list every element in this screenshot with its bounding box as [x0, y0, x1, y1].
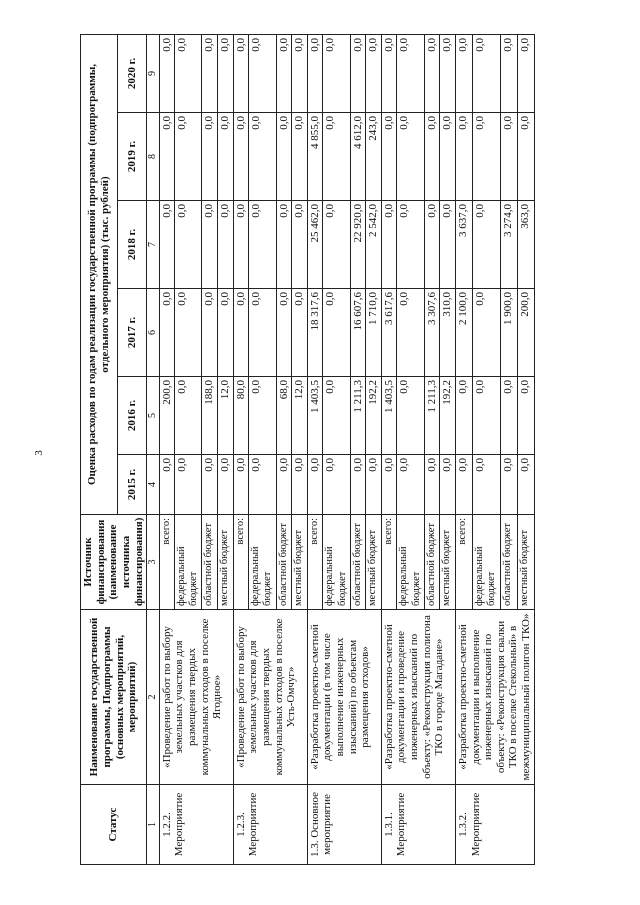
amount-cell: 0,0	[397, 377, 424, 455]
funding-source-cell: местный бюджет	[440, 515, 456, 610]
amount-cell: 0,0	[218, 113, 234, 201]
table-body	[159, 35, 534, 865]
amount-cell: 0,0	[233, 289, 249, 377]
amount-cell: 0,0	[472, 455, 501, 515]
amount-cell: 0,0	[472, 289, 501, 377]
page-number: 3	[32, 450, 45, 456]
amount-cell: 0,0	[323, 377, 350, 455]
header-status: Статус	[81, 785, 147, 865]
amount-cell: 0,0	[472, 35, 501, 113]
amount-cell: 25 462,0	[307, 201, 323, 289]
column-number: 1	[147, 785, 160, 865]
amount-cell: 0,0	[249, 377, 276, 455]
amount-cell: 0,0	[292, 35, 308, 113]
amount-cell: 0,0	[381, 35, 397, 113]
status-cell: 1.3. Основное мероприятие	[307, 785, 381, 865]
table-row	[381, 35, 397, 865]
amount-cell: 0,0	[350, 35, 366, 113]
amount-cell: 0,0	[397, 455, 424, 515]
amount-cell: 0,0	[381, 455, 397, 515]
amount-cell: 0,0	[397, 113, 424, 201]
column-number: 4	[147, 455, 160, 515]
amount-cell: 0,0	[397, 35, 424, 113]
funding-source-cell: местный бюджет	[292, 515, 308, 610]
amount-cell: 0,0	[455, 113, 472, 201]
table-row	[307, 35, 323, 865]
funding-source-cell: местный бюджет	[218, 515, 234, 610]
amount-cell: 0,0	[276, 35, 292, 113]
amount-cell: 4 612,0	[350, 113, 366, 201]
status-cell: 1.3.2. Мероприятие	[455, 785, 534, 865]
header-year: 2015 г.	[118, 455, 147, 515]
amount-cell: 0,0	[501, 455, 518, 515]
header-year: 2018 г.	[118, 201, 147, 289]
amount-cell: 0,0	[175, 455, 202, 515]
amount-cell: 3 307,6	[424, 289, 440, 377]
funding-source-cell: областной бюджет	[202, 515, 218, 610]
status-cell: 1.2.2. Мероприятие	[159, 785, 233, 865]
amount-cell: 80,0	[233, 377, 249, 455]
funding-source-cell: всего:	[381, 515, 397, 610]
amount-cell: 0,0	[381, 201, 397, 289]
status-cell: 1.3.1. Мероприятие	[381, 785, 455, 865]
header-year: 2016 г.	[118, 377, 147, 455]
amount-cell: 1 710,0	[366, 289, 382, 377]
funding-source-cell: всего:	[307, 515, 323, 610]
amount-cell: 0,0	[518, 35, 535, 113]
amount-cell: 3 617,6	[381, 289, 397, 377]
amount-cell: 0,0	[159, 113, 175, 201]
amount-cell: 310,0	[440, 289, 456, 377]
table-row	[233, 35, 249, 865]
amount-cell: 0,0	[424, 35, 440, 113]
amount-cell: 0,0	[292, 201, 308, 289]
amount-cell: 0,0	[249, 455, 276, 515]
amount-cell: 0,0	[249, 201, 276, 289]
amount-cell: 0,0	[276, 201, 292, 289]
table-row	[159, 35, 175, 865]
funding-source-cell: местный бюджет	[366, 515, 382, 610]
amount-cell: 12,0	[218, 377, 234, 455]
amount-cell: 0,0	[455, 455, 472, 515]
amount-cell: 0,0	[233, 455, 249, 515]
amount-cell: 2 100,0	[455, 289, 472, 377]
funding-source-cell: областной бюджет	[501, 515, 518, 610]
amount-cell: 0,0	[202, 35, 218, 113]
amount-cell: 2 542,0	[366, 201, 382, 289]
funding-source-cell: областной бюджет	[350, 515, 366, 610]
amount-cell: 0,0	[292, 113, 308, 201]
amount-cell: 0,0	[424, 113, 440, 201]
program-name-cell: «Проведение работ по выбору земельных участков для размещения твердых коммунальных отходов в поселке Ягодное»	[159, 610, 233, 785]
amount-cell: 18 317,6	[307, 289, 323, 377]
amount-cell: 200,0	[159, 377, 175, 455]
amount-cell: 0,0	[323, 201, 350, 289]
amount-cell: 16 607,6	[350, 289, 366, 377]
amount-cell: 22 920,0	[350, 201, 366, 289]
amount-cell: 0,0	[381, 113, 397, 201]
amount-cell: 0,0	[350, 455, 366, 515]
amount-cell: 0,0	[292, 289, 308, 377]
program-name-cell: «Разработка проектно-сметной документации и выполнение инженерных изысканий по объекту: «Реконструкция свалки ТКО в поселке Стекольный» в межмуниципальный полигон ТКО»	[455, 610, 534, 785]
column-number: 6	[147, 289, 160, 377]
amount-cell: 0,0	[218, 35, 234, 113]
amount-cell: 12,0	[292, 377, 308, 455]
amount-cell: 0,0	[455, 35, 472, 113]
program-name-cell: «Разработка проектно-сметной документации (в том числе выполнение инженерных изысканий) по объектам размещения отходов»	[307, 610, 381, 785]
amount-cell: 0,0	[202, 289, 218, 377]
amount-cell: 3 637,0	[455, 201, 472, 289]
budget-table	[80, 34, 535, 865]
amount-cell: 243,0	[366, 113, 382, 201]
amount-cell: 0,0	[175, 289, 202, 377]
amount-cell: 0,0	[472, 377, 501, 455]
amount-cell: 0,0	[424, 201, 440, 289]
column-number: 5	[147, 377, 160, 455]
funding-source-cell: федеральный бюджет	[175, 515, 202, 610]
amount-cell: 0,0	[455, 377, 472, 455]
amount-cell: 0,0	[323, 113, 350, 201]
amount-cell: 0,0	[397, 201, 424, 289]
amount-cell: 4 855,0	[307, 113, 323, 201]
amount-cell: 0,0	[424, 455, 440, 515]
amount-cell: 0,0	[323, 289, 350, 377]
column-number: 2	[147, 610, 160, 785]
amount-cell: 0,0	[175, 377, 202, 455]
amount-cell: 0,0	[218, 455, 234, 515]
amount-cell: 192,2	[366, 377, 382, 455]
amount-cell: 188,0	[202, 377, 218, 455]
program-name-cell: «Проведение работ по выбору земельных участков для размещения твердых коммунальных отходов в поселке Усть-Омчуг»	[233, 610, 307, 785]
amount-cell: 0,0	[366, 35, 382, 113]
funding-source-cell: областной бюджет	[424, 515, 440, 610]
amount-cell: 0,0	[218, 289, 234, 377]
table-row	[455, 35, 472, 865]
amount-cell: 0,0	[159, 35, 175, 113]
amount-cell: 0,0	[233, 113, 249, 201]
amount-cell: 0,0	[233, 201, 249, 289]
amount-cell: 0,0	[440, 455, 456, 515]
amount-cell: 0,0	[501, 377, 518, 455]
amount-cell: 0,0	[276, 289, 292, 377]
amount-cell: 0,0	[202, 455, 218, 515]
amount-cell: 1 900,0	[501, 289, 518, 377]
amount-cell: 0,0	[518, 113, 535, 201]
amount-cell: 0,0	[323, 455, 350, 515]
amount-cell: 0,0	[159, 289, 175, 377]
header-source: Источник финансирования (наименование источника финансирования)	[81, 515, 147, 610]
amount-cell: 0,0	[307, 455, 323, 515]
amount-cell: 0,0	[440, 113, 456, 201]
amount-cell: 1 403,5	[381, 377, 397, 455]
amount-cell: 68,0	[276, 377, 292, 455]
amount-cell: 0,0	[518, 377, 535, 455]
amount-cell: 363,0	[518, 201, 535, 289]
amount-cell: 0,0	[175, 35, 202, 113]
rotated-table-region	[80, 35, 640, 865]
amount-cell: 0,0	[159, 201, 175, 289]
amount-cell: 0,0	[276, 113, 292, 201]
column-number: 7	[147, 201, 160, 289]
amount-cell: 200,0	[518, 289, 535, 377]
amount-cell: 0,0	[202, 201, 218, 289]
funding-source-cell: всего:	[455, 515, 472, 610]
amount-cell: 0,0	[175, 201, 202, 289]
amount-cell: 1 211,3	[350, 377, 366, 455]
amount-cell: 0,0	[518, 455, 535, 515]
column-number: 8	[147, 113, 160, 201]
amount-cell: 0,0	[501, 113, 518, 201]
funding-source-cell: местный бюджет	[518, 515, 535, 610]
amount-cell: 0,0	[501, 35, 518, 113]
amount-cell: 0,0	[249, 113, 276, 201]
amount-cell: 1 403,5	[307, 377, 323, 455]
amount-cell: 0,0	[323, 35, 350, 113]
header-year: 2017 г.	[118, 289, 147, 377]
amount-cell: 0,0	[202, 113, 218, 201]
funding-source-cell: федеральный бюджет	[249, 515, 276, 610]
amount-cell: 0,0	[440, 35, 456, 113]
program-name-cell: «Разработка проектно-сметной документации и проведение инженерных изысканий по объекту: «Реконструкция полигона ТКО в городе Магадане»	[381, 610, 455, 785]
header-name: Наименование государственной программы, Подпрограммы (основных мероприятий, мероприятий)	[81, 610, 147, 785]
amount-cell: 0,0	[218, 201, 234, 289]
funding-source-cell: федеральный бюджет	[323, 515, 350, 610]
amount-cell: 192,2	[440, 377, 456, 455]
amount-cell: 0,0	[307, 35, 323, 113]
amount-cell: 0,0	[292, 455, 308, 515]
funding-source-cell: всего:	[233, 515, 249, 610]
funding-source-cell: федеральный бюджет	[397, 515, 424, 610]
header-year: 2020 г.	[118, 35, 147, 113]
funding-source-cell: всего:	[159, 515, 175, 610]
amount-cell: 0,0	[440, 201, 456, 289]
funding-source-cell: областной бюджет	[276, 515, 292, 610]
amount-cell: 1 211,3	[424, 377, 440, 455]
amount-cell: 0,0	[276, 455, 292, 515]
amount-cell: 0,0	[366, 455, 382, 515]
funding-source-cell: федеральный бюджет	[472, 515, 501, 610]
header-year: 2019 г.	[118, 113, 147, 201]
amount-cell: 0,0	[175, 113, 202, 201]
amount-cell: 3 274,0	[501, 201, 518, 289]
table-header	[81, 35, 160, 865]
amount-cell: 0,0	[159, 455, 175, 515]
amount-cell: 0,0	[472, 201, 501, 289]
amount-cell: 0,0	[249, 35, 276, 113]
amount-cell: 0,0	[472, 113, 501, 201]
status-cell: 1.2.3. Мероприятие	[233, 785, 307, 865]
column-number: 9	[147, 35, 160, 113]
amount-cell: 0,0	[233, 35, 249, 113]
amount-cell: 0,0	[397, 289, 424, 377]
header-estimate: Оценка расходов по годам реализации государственной программы (подпрограммы, отдельного мероприятия) (тыс. рублей)	[81, 35, 118, 515]
amount-cell: 0,0	[249, 289, 276, 377]
column-number: 3	[147, 515, 160, 610]
